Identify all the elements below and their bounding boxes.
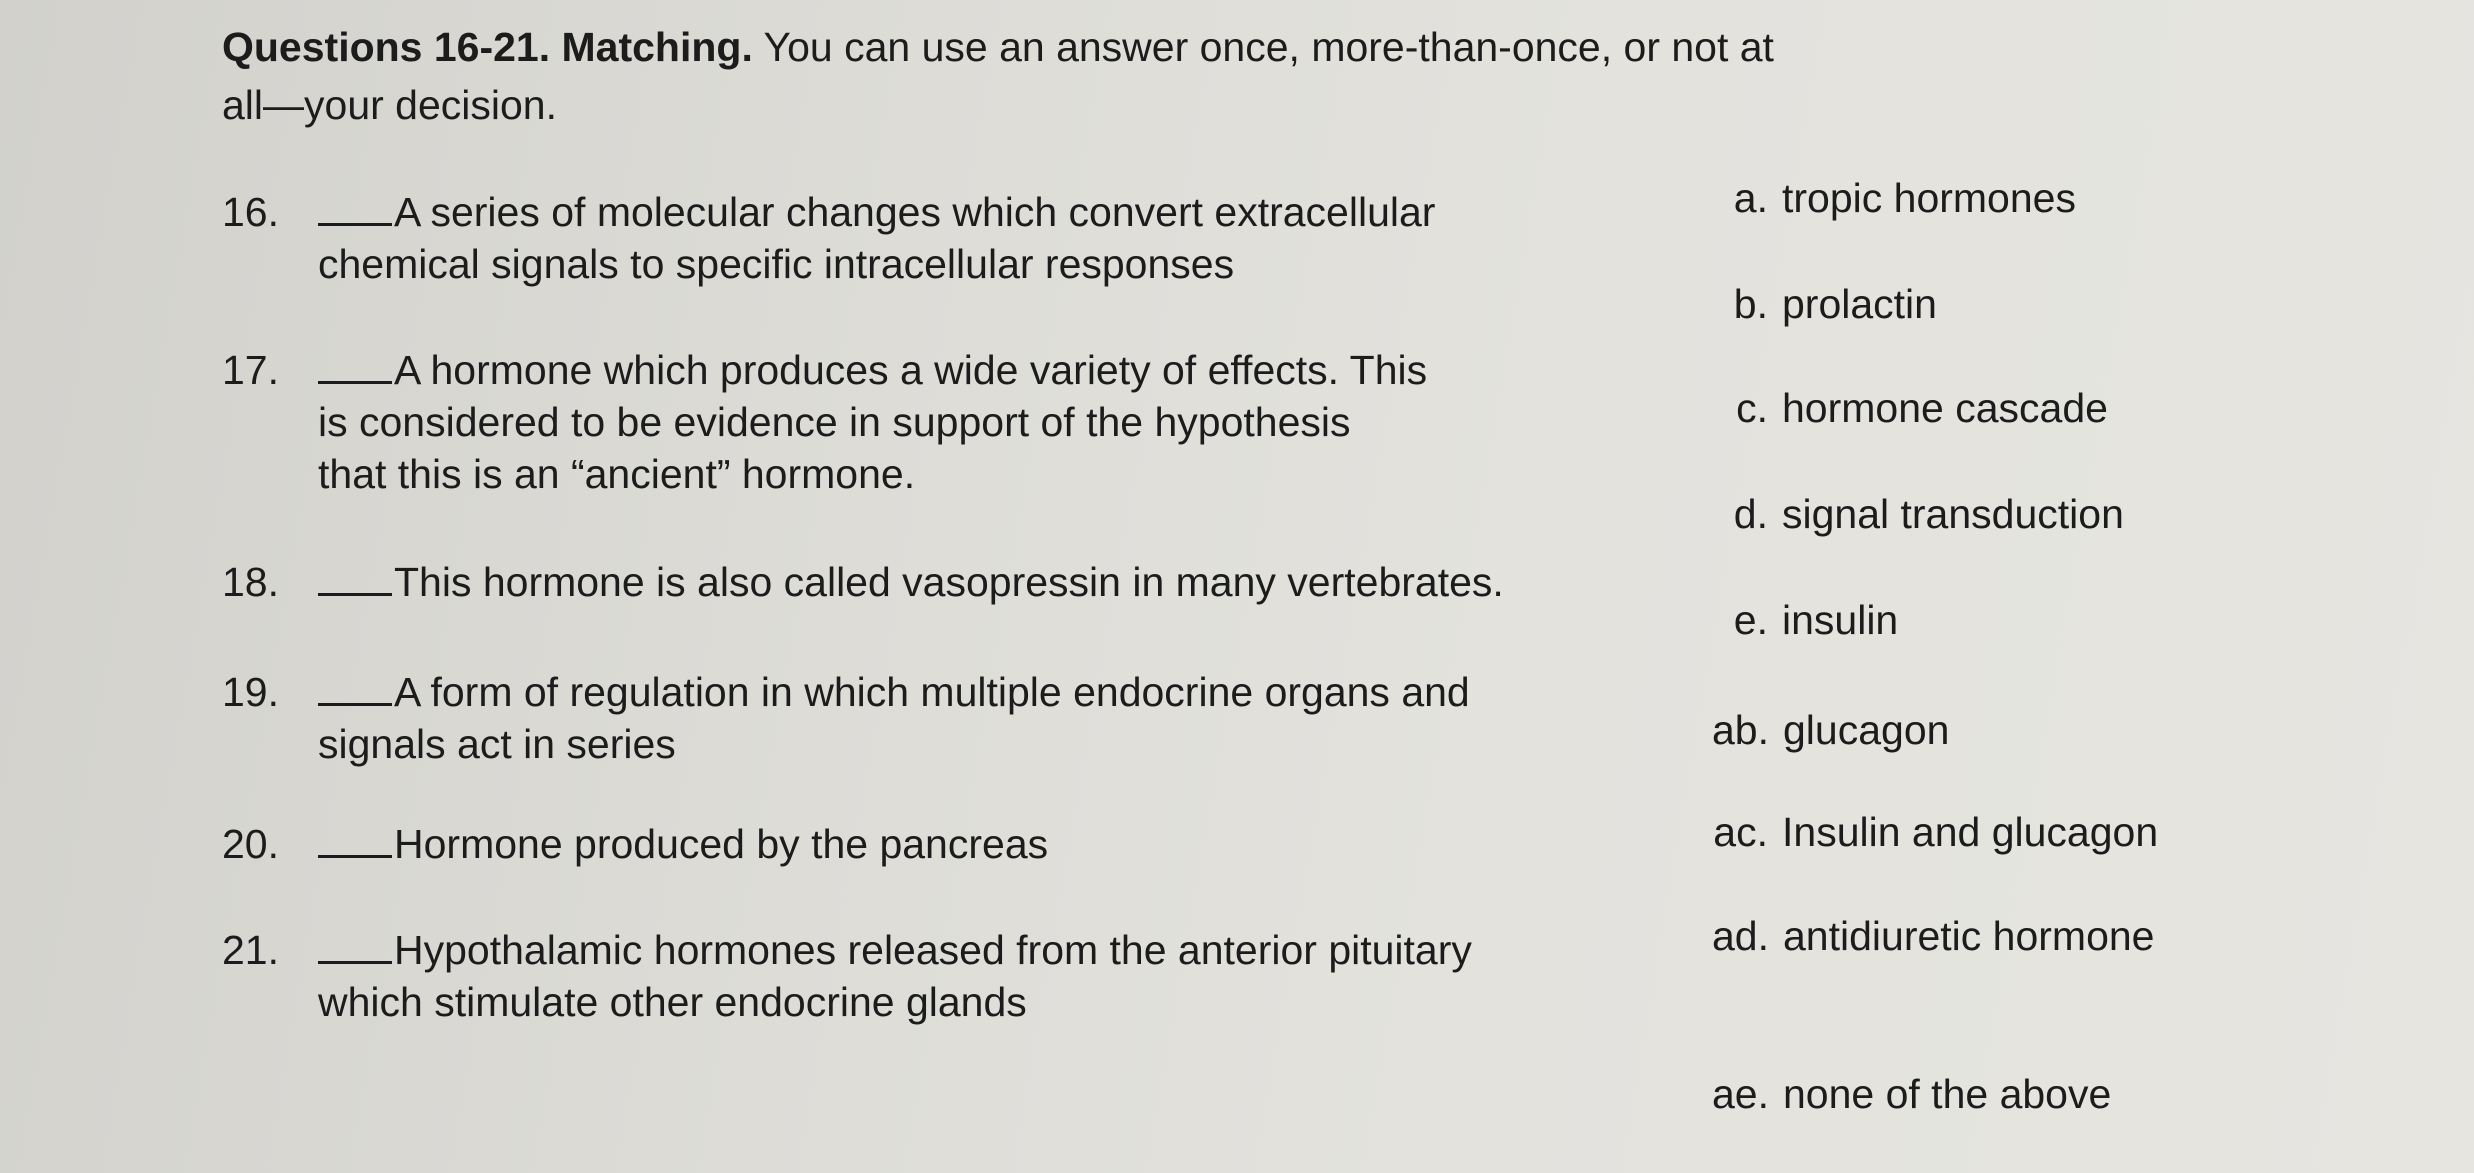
answer-choice-ae [1712, 1068, 2111, 1120]
answer-text: none of the above [1783, 1071, 2112, 1117]
answer-choice-ab [1712, 704, 1949, 756]
answer-choice-b [1712, 278, 1937, 330]
question-number: 21. [222, 927, 279, 973]
question-text-line-1: Hormone produced by the pancreas [394, 821, 1049, 867]
answer-letter: b. [1733, 281, 1768, 327]
section-title: Questions 16-21. Matching. [222, 24, 753, 70]
answer-choice-a [1712, 172, 2076, 224]
answer-letter: ad. [1712, 913, 1769, 959]
answer-blank[interactable] [318, 221, 392, 226]
answer-letter: ac. [1713, 809, 1768, 855]
answer-blank[interactable] [318, 591, 392, 596]
section-header [222, 18, 2042, 134]
answer-text: tropic hormones [1782, 175, 2076, 221]
answer-letter: a. [1733, 175, 1768, 221]
answer-choice-e [1712, 594, 1898, 646]
question-text-line-1: This hormone is also called vasopressin in many vertebrates. [394, 559, 1504, 605]
answer-text: signal transduction [1782, 491, 2124, 537]
answer-choice-d [1712, 488, 2124, 540]
question-20 [222, 818, 1048, 870]
answer-letter: ae. [1712, 1071, 1769, 1117]
question-text-line-3: that this is an “ancient” hormone. [318, 451, 916, 497]
answer-blank[interactable] [318, 853, 392, 858]
answer-letter: c. [1736, 385, 1768, 431]
question-number: 19. [222, 669, 279, 715]
question-text-line-1: A series of molecular changes which convert extracellular [394, 189, 1436, 235]
question-text-line-2: which stimulate other endocrine glands [318, 979, 1027, 1025]
question-number: 17. [222, 347, 279, 393]
instructions-line-2: all—your decision. [222, 82, 557, 128]
question-18 [222, 556, 1504, 608]
answer-text: prolactin [1782, 281, 1937, 327]
question-text-line-1: A form of regulation in which multiple endocrine organs and [394, 669, 1470, 715]
question-number: 20. [222, 821, 279, 867]
question-text-line-1: A hormone which produces a wide variety of effects. This [394, 347, 1428, 393]
question-16 [222, 186, 1435, 290]
answer-letter: d. [1733, 491, 1768, 537]
answer-text: insulin [1782, 597, 1899, 643]
answer-blank[interactable] [318, 701, 392, 706]
answer-choice-ac [1712, 806, 2158, 858]
question-text-line-2: is considered to be evidence in support of the hypothesis [318, 399, 1351, 445]
question-number: 16. [222, 189, 279, 235]
answer-blank[interactable] [318, 379, 392, 384]
answer-text: glucagon [1783, 707, 1950, 753]
answer-text: antidiuretic hormone [1783, 913, 2155, 959]
question-text-line-1: Hypothalamic hormones released from the anterior pituitary [394, 927, 1472, 973]
question-number: 18. [222, 559, 279, 605]
answer-text: hormone cascade [1782, 385, 2108, 431]
answer-choice-ad [1712, 910, 2154, 962]
answer-letter: e. [1733, 597, 1768, 643]
question-text-line-2: chemical signals to specific intracellular responses [318, 241, 1235, 287]
question-17 [222, 344, 1427, 500]
instructions-line-1: You can use an answer once, more-than-once, or not at [763, 24, 1774, 70]
answer-blank[interactable] [318, 959, 392, 964]
question-19 [222, 666, 1470, 770]
question-text-line-2: signals act in series [318, 721, 676, 767]
answer-text: Insulin and glucagon [1782, 809, 2159, 855]
question-21 [222, 924, 1472, 1028]
answer-choice-c [1712, 382, 2108, 434]
answer-letter: ab. [1712, 707, 1769, 753]
